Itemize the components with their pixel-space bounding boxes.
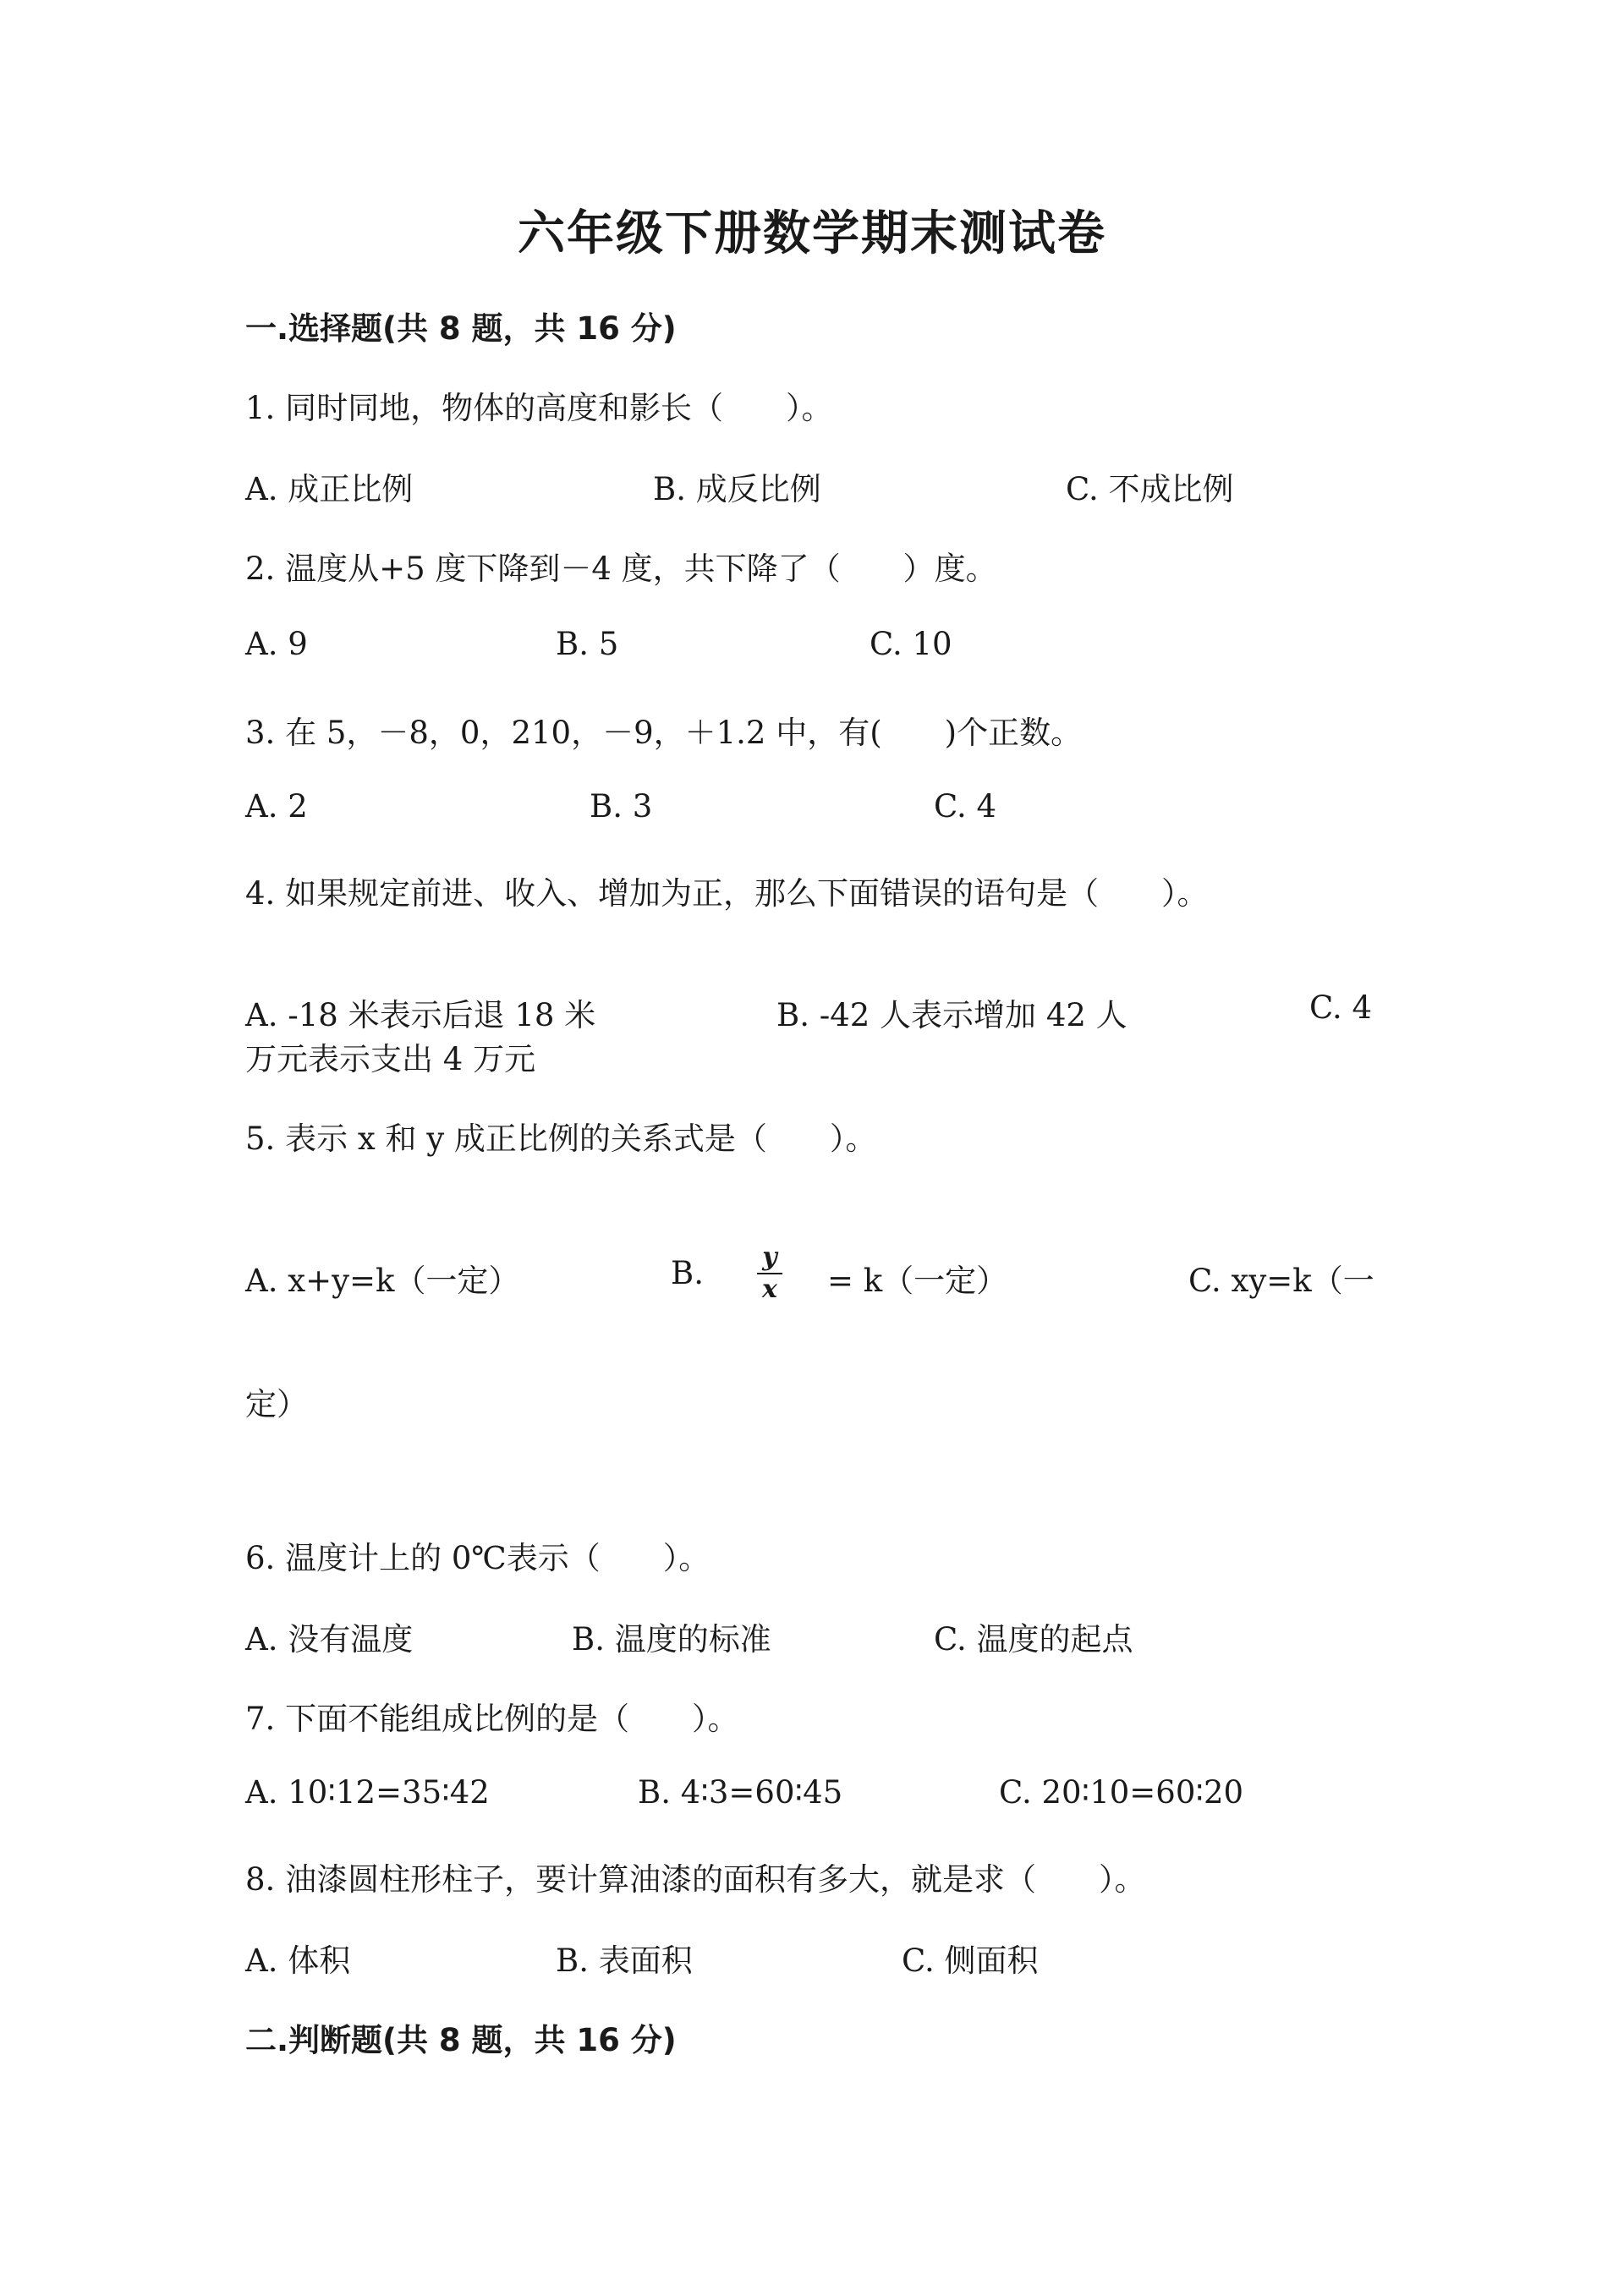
question-6-option-a: A. 没有温度	[245, 1621, 414, 1658]
fraction-y-over-x	[757, 1242, 782, 1304]
question-5-option-c-continued: 定）	[245, 1386, 308, 1422]
question-6-option-c: C. 温度的起点	[934, 1621, 1133, 1658]
question-3: 3. 在 5，－8，0，210，－9，＋1.2 中，有( )个正数。	[245, 715, 1083, 751]
question-1-option-a: A. 成正比例	[245, 471, 414, 507]
question-8-option-a: A. 体积	[245, 1943, 351, 1979]
question-5-option-b-expression: = k（一定）	[827, 1263, 1008, 1299]
question-7-option-a: A. 10∶12=35∶42	[245, 1774, 490, 1811]
question-7: 7. 下面不能组成比例的是（ ）。	[245, 1701, 739, 1737]
question-3-option-b: B. 3	[590, 788, 653, 825]
question-5-option-a: A. x+y=k（一定）	[245, 1263, 520, 1299]
page-title: 六年级下册数学期末测试卷	[518, 205, 1106, 261]
question-4-option-c-continued: 万元表示支出 4 万元	[245, 1041, 536, 1077]
question-4: 4. 如果规定前进、收入、增加为正，那么下面错误的语句是（ ）。	[245, 875, 1209, 912]
question-1-option-c: C. 不成比例	[1066, 471, 1234, 507]
question-3-option-a: A. 2	[245, 788, 308, 825]
question-6: 6. 温度计上的 0℃表示（ ）。	[245, 1540, 710, 1576]
question-2-option-c: C. 10	[870, 626, 952, 662]
question-2-option-b: B. 5	[556, 626, 619, 662]
fraction-numerator: y	[762, 1242, 777, 1272]
question-4-option-c: C. 4	[1309, 989, 1373, 1026]
question-8: 8. 油漆圆柱形柱子，要计算油漆的面积有多大，就是求（ ）。	[245, 1861, 1146, 1898]
question-1: 1. 同时同地，物体的高度和影长（ ）。	[245, 390, 833, 426]
question-2-option-a: A. 9	[245, 626, 308, 662]
question-4-option-b: B. -42 人表示增加 42 人	[776, 997, 1127, 1033]
question-7-option-b: B. 4∶3=60∶45	[638, 1774, 843, 1811]
section-heading-judgment: 二.判断题(共 8 题，共 16 分)	[245, 2022, 677, 2058]
question-8-option-c: C. 侧面积	[902, 1943, 1039, 1979]
question-4-option-a: A. -18 米表示后退 18 米	[245, 997, 596, 1033]
question-7-option-c: C. 20∶10=60∶20	[999, 1774, 1244, 1811]
question-2: 2. 温度从+5 度下降到－4 度，共下降了（ ）度。	[245, 551, 997, 587]
question-5-option-c: C. xy=k（一	[1188, 1263, 1374, 1299]
question-6-option-b: B. 温度的标准	[572, 1621, 771, 1658]
question-3-option-c: C. 4	[934, 788, 997, 825]
question-5: 5. 表示 x 和 y 成正比例的关系式是（ ）。	[245, 1121, 877, 1157]
fraction-denominator: x	[762, 1274, 777, 1304]
question-1-option-b: B. 成反比例	[653, 471, 821, 507]
section-heading-choice: 一.选择题(共 8 题，共 16 分)	[245, 310, 677, 347]
question-5-option-b: B.	[671, 1255, 704, 1291]
question-8-option-b: B. 表面积	[556, 1943, 693, 1979]
